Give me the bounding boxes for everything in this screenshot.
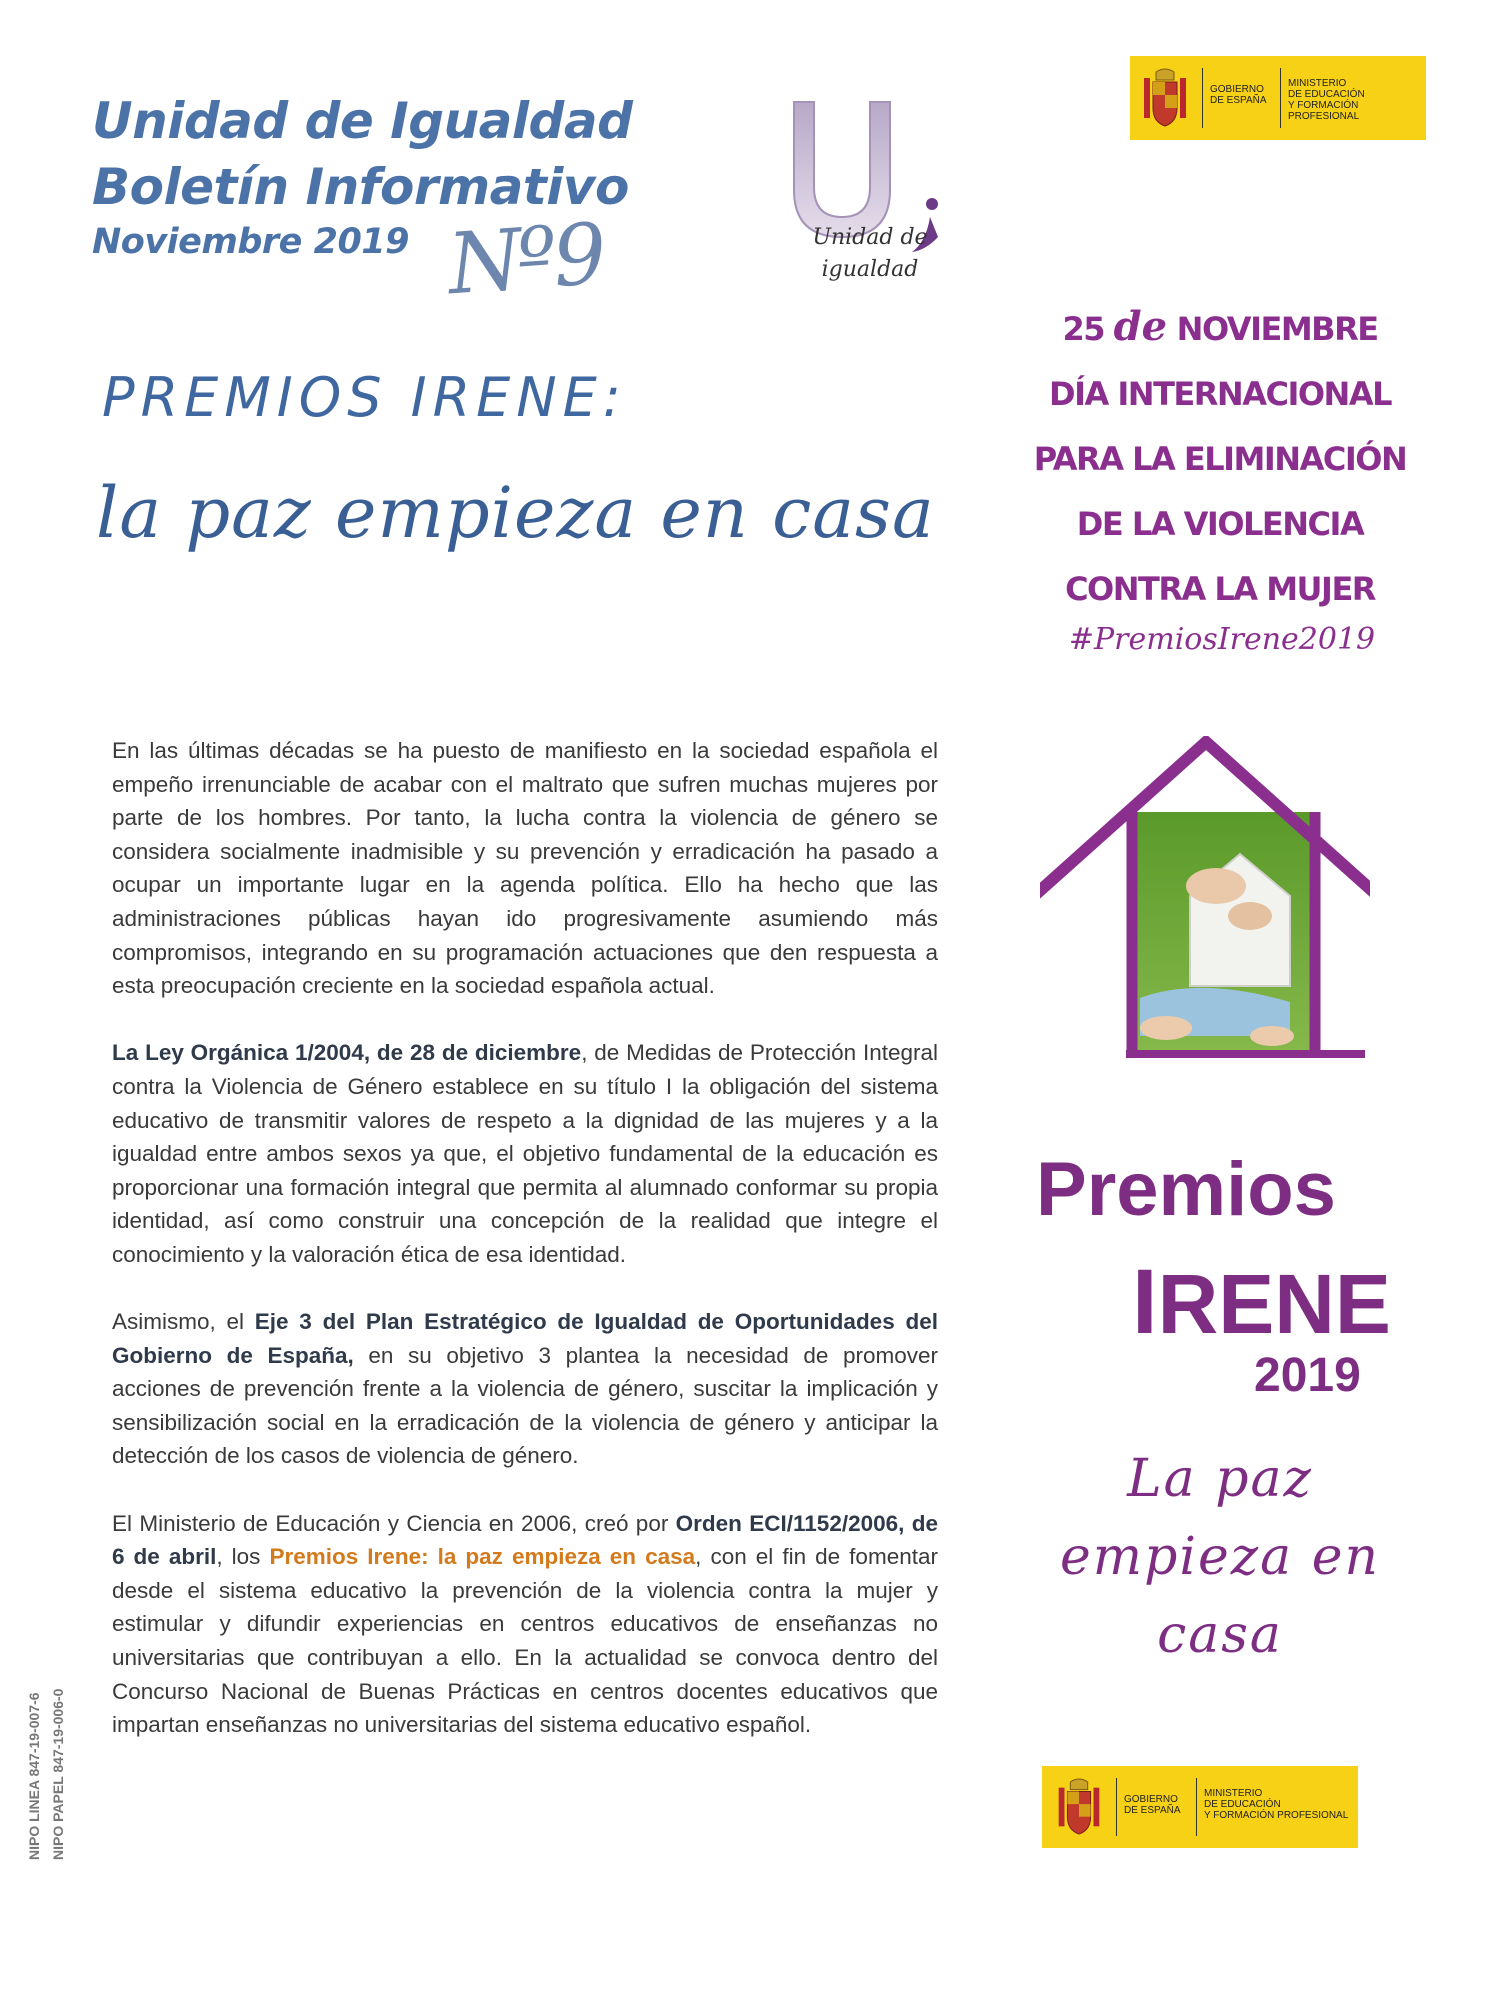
premios-logo-year: 2019: [1254, 1349, 1361, 1402]
irene-initial: I: [1132, 1251, 1158, 1353]
ministry-line-3: Y FORMACIÓN PROFESIONAL: [1204, 1810, 1349, 1821]
event-month: NOVIEMBRE: [1176, 310, 1378, 348]
gobierno-espana-logo-top: [1130, 56, 1426, 140]
slogan-line-2: empieza en: [1060, 1527, 1380, 1587]
premios-logo-slogan: [1010, 1440, 1430, 1674]
ley-organica-ref: La Ley Orgánica 1/2004, de 28 de diciembre: [112, 1040, 582, 1066]
slogan-line-1: La paz: [1127, 1449, 1313, 1509]
caption-line-1: Unidad de: [812, 225, 928, 250]
paragraph-4-mid: , los: [216, 1544, 270, 1570]
paragraph-4: [112, 1507, 938, 1742]
event-line-2: DÍA INTERNACIONAL: [1049, 375, 1391, 413]
bulletin-subtitle: Boletín Informativo: [92, 158, 629, 216]
irene-rest: RENE: [1157, 1257, 1391, 1351]
caption-line-2: igualdad: [821, 257, 919, 282]
coat-of-arms-icon: [1142, 68, 1188, 128]
slogan-line-3: casa: [1157, 1605, 1283, 1665]
event-hashtag: #PremiosIrene2019: [1068, 622, 1376, 657]
gov-line-1: GOBIERNO: [1124, 1794, 1178, 1805]
gov-line-1: GOBIERNO: [1210, 84, 1264, 95]
paragraph-3-start: Asimismo, el: [112, 1309, 255, 1335]
orden-ref: Orden ECI/1152/2006, de 6 de abril: [112, 1510, 938, 1570]
headline-line-2: la paz empieza en casa: [96, 472, 935, 554]
issue-number: Nº9: [444, 204, 606, 314]
house-illustration: [1040, 736, 1370, 1076]
ministry-line-2: DE EDUCACIÓN: [1204, 1799, 1281, 1810]
ministry-line-1: MINISTERIO: [1288, 78, 1347, 89]
body-text: [112, 734, 938, 1775]
coat-of-arms-icon: [1056, 1778, 1102, 1836]
paragraph-3-text: en su objetivo 3 plantea la necesidad de promover acciones de prevención frente a la violencia de género, suscitar la implicación y sensibilización social en la erradicación de la violencia de género y anticipar la detección de los casos de violencia de género.: [112, 1342, 938, 1469]
event-date-line: [1010, 294, 1430, 362]
bulletin-title: Unidad de Igualdad: [92, 92, 633, 150]
premios-logo-irene: [1132, 1250, 1391, 1355]
ministry-line-3: Y FORMACIÓN PROFESIONAL: [1288, 100, 1360, 122]
nipo-papel: NIPO PAPEL 847-19-006-0: [50, 1688, 66, 1860]
paragraph-1: En las últimas décadas se ha puesto de manifiesto en la sociedad española el empeño irrenunciable de acabar con el maltrato que sufren muchas mujeres por parte de los hombres. Por tanto, la lucha contra la violencia de género se considera socialmente inadmisible y su prevención y erradicación ha pasado a ocupar un importante lugar en la agenda política. Ello ha hecho que las administraciones públicas hayan ido progresivamente asumiendo más compromisos, integrando en su programación actuaciones que den respuesta a esta preocupación creciente en la sociedad española actual.: [112, 738, 938, 999]
ministry-line-2: DE EDUCACIÓN: [1288, 89, 1365, 100]
nipo-linea: NIPO LINEA 847-19-007-6: [26, 1692, 42, 1860]
nipo-codes: [22, 1689, 70, 1860]
premios-irene-ref: Premios Irene: la paz empieza en casa: [269, 1544, 696, 1570]
gobierno-espana-logo-bottom: [1042, 1766, 1358, 1848]
paragraph-2-text: , de Medidas de Protección Integral contra la Violencia de Género establece en su título I la obligación del sistema educativo de transmitir valores de respeto a la dignidad de las mujeres y a la igualdad entre ambos sexos ya que, el objetivo fundamental de la educación es proporcionar una formación integral que permita al alumnado conformar su propia identidad, así como construir una concepción de la realidad que integre el conocimiento y la valoración ética de esa identidad.: [112, 1040, 938, 1267]
ministry-line-1: MINISTERIO: [1204, 1788, 1263, 1799]
eje-3-ref: Eje 3 del Plan Estratégico de Igualdad de Oportunidades del Gobierno de España,: [112, 1309, 938, 1368]
gov-line-2: DE ESPAÑA: [1124, 1805, 1181, 1816]
event-de: de: [1113, 303, 1168, 350]
paragraph-4-text: , con el fin de fomentar desde el sistema educativo la prevención de la violencia contra la mujer y estimular y difundir experiencias en centros educativos de enseñanzas no universitarias que contribuyan a ello. En la actualidad se convoca dentro del Concurso Nacional de Buenas Prácticas en centros docentes educativos que impartan enseñanzas no universitarias del sistema educativo español.: [112, 1544, 938, 1738]
paragraph-4-start: El Ministerio de Educación y Ciencia en 2006, creó por: [112, 1510, 676, 1536]
paragraph-2: [112, 1036, 938, 1271]
unidad-igualdad-caption: [790, 222, 950, 286]
bulletin-date: Noviembre 2019: [92, 222, 410, 262]
event-announcement: [1010, 294, 1430, 622]
gov-line-2: DE ESPAÑA: [1210, 95, 1267, 106]
premios-logo-title: Premios: [1036, 1147, 1336, 1232]
event-day: 25: [1062, 310, 1104, 348]
event-line-4: DE LA VIOLENCIA: [1076, 505, 1364, 543]
event-line-5: CONTRA LA MUJER: [1065, 570, 1375, 608]
paragraph-3: [112, 1305, 938, 1473]
event-line-3: PARA LA ELIMINACIÓN: [1033, 440, 1407, 478]
headline-line-1: PREMIOS IRENE:: [102, 366, 627, 429]
